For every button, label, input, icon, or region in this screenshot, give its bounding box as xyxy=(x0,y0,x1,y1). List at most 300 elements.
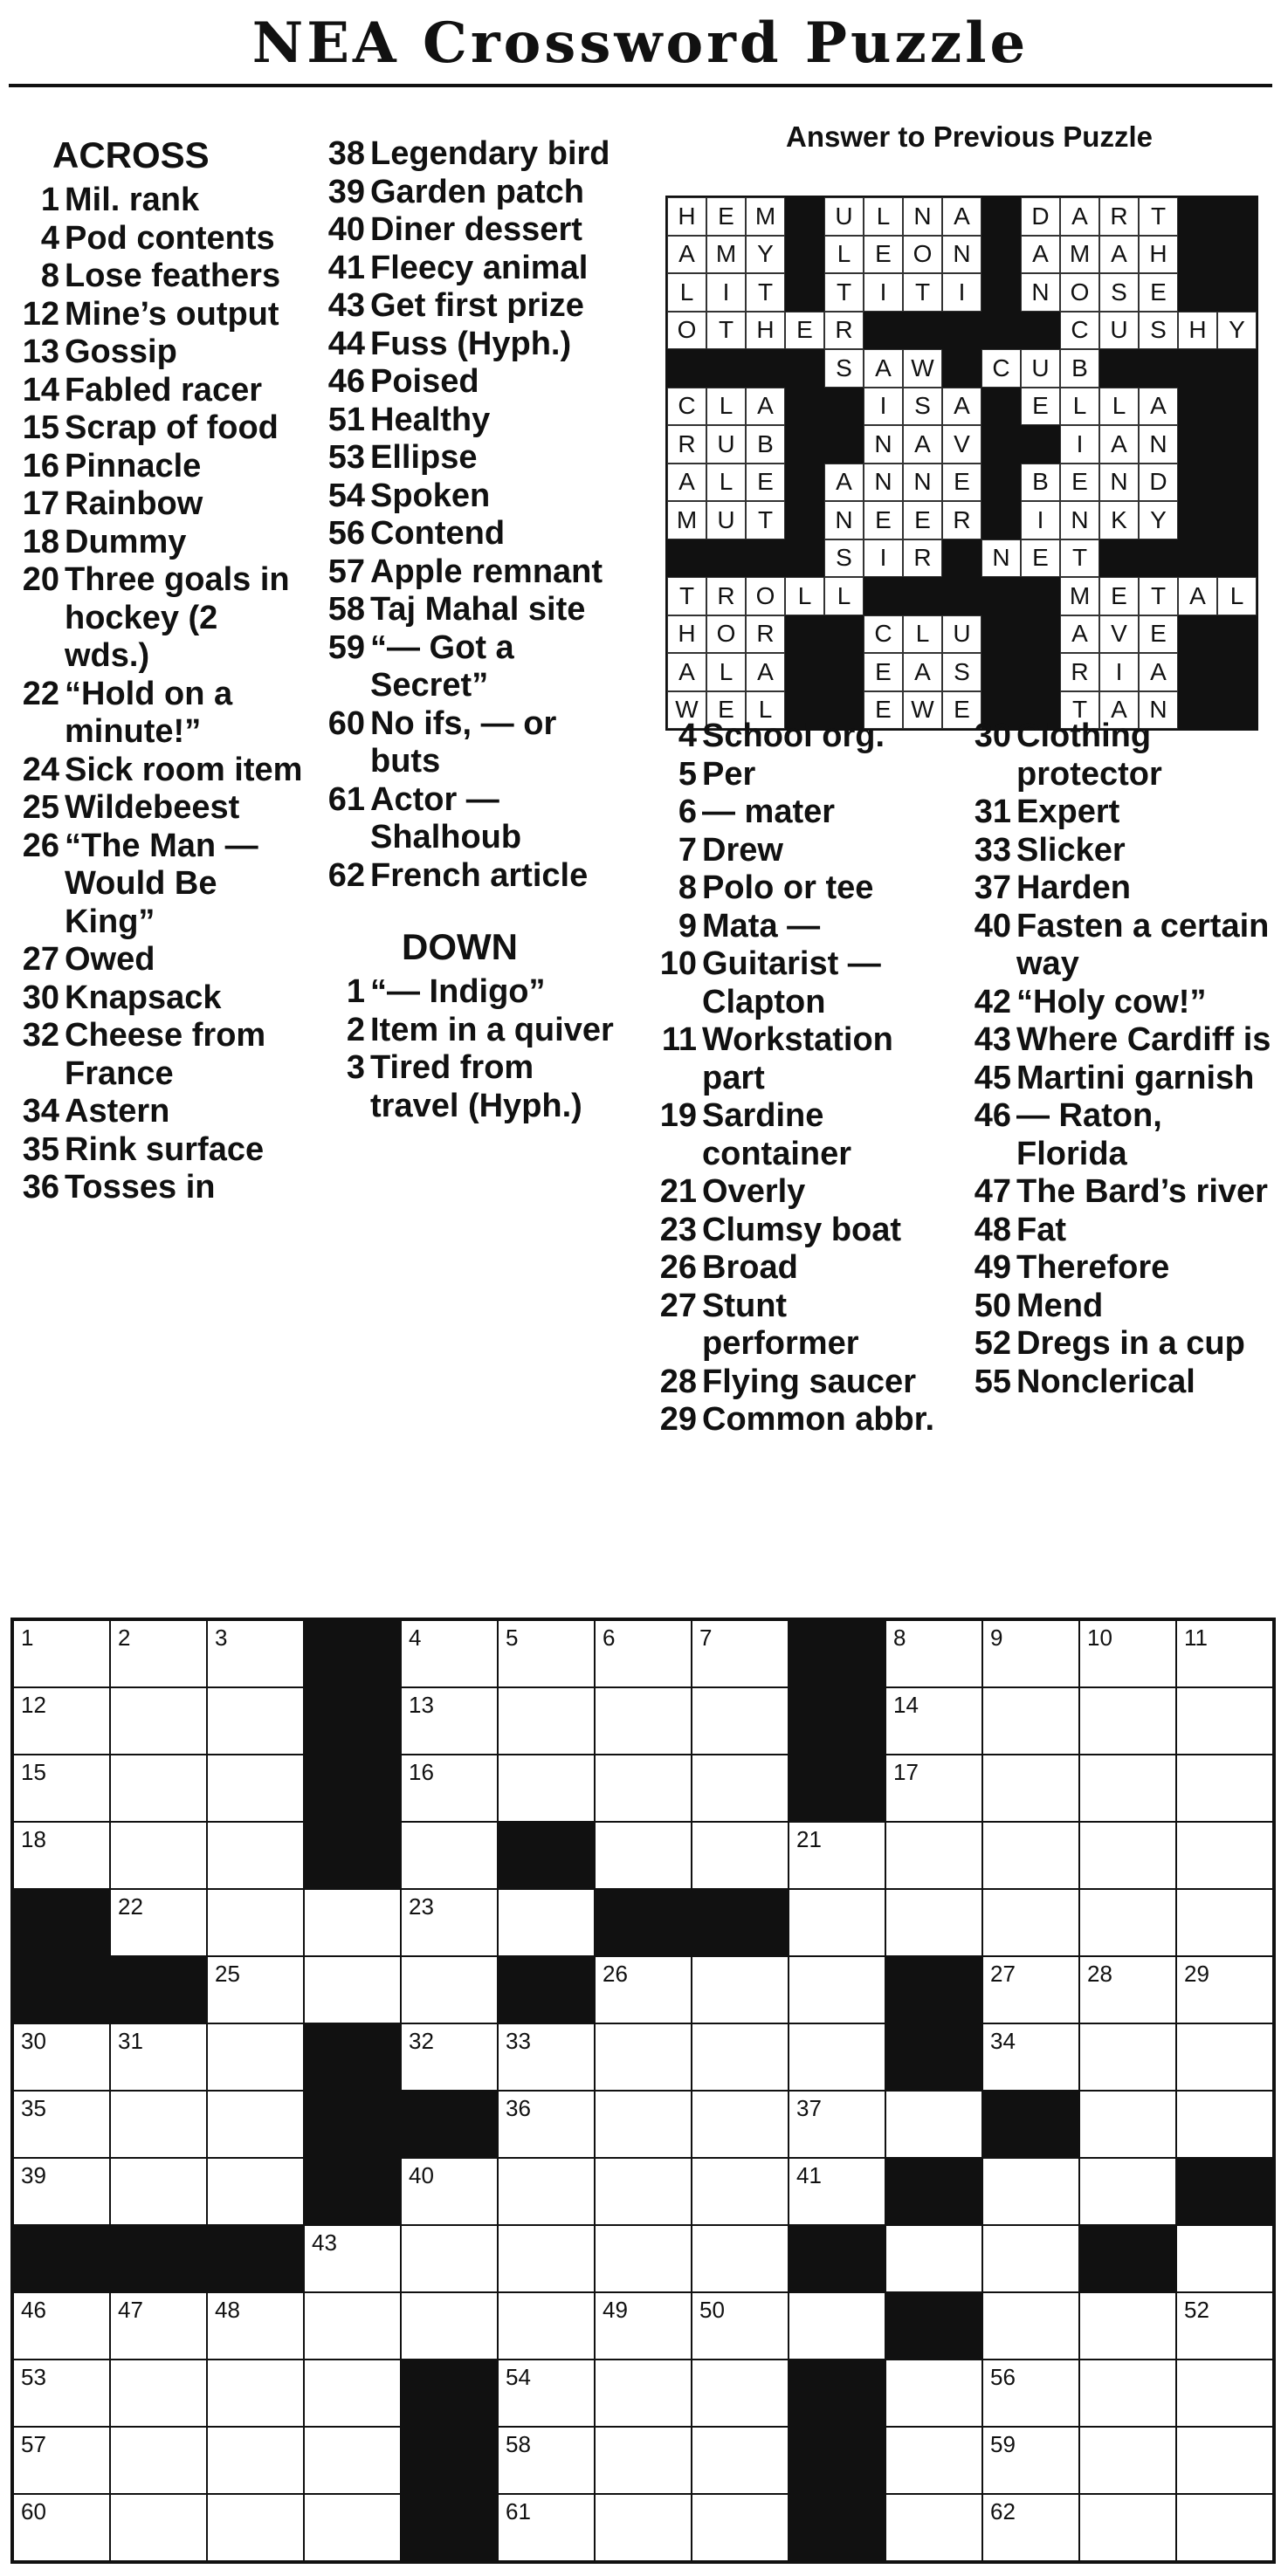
grid-cell[interactable] xyxy=(401,2158,498,2225)
grid-cell[interactable] xyxy=(110,2023,207,2091)
previous-answer-grid xyxy=(665,196,1258,731)
clue-number: 5 xyxy=(678,755,697,793)
cell-number: 40 xyxy=(409,2162,434,2188)
clue-text: Actor — Shalhoub xyxy=(370,780,522,855)
grid-cell[interactable] xyxy=(692,1956,789,2023)
grid-cell[interactable] xyxy=(1079,1822,1176,1889)
grid-cell[interactable] xyxy=(207,2494,304,2561)
answer-letter: L xyxy=(1099,388,1139,426)
answer-black-square xyxy=(785,388,824,426)
clue-item xyxy=(646,1364,952,1402)
grid-cell[interactable] xyxy=(13,2158,110,2225)
title-divider xyxy=(9,84,1272,87)
grid-cell[interactable] xyxy=(982,1956,1079,2023)
clue-number: 32 xyxy=(22,1017,59,1054)
grid-cell[interactable] xyxy=(982,1755,1079,1822)
clue-number: 60 xyxy=(327,704,365,742)
clue-text: Taj Mahal site xyxy=(370,591,586,628)
grid-cell[interactable] xyxy=(982,1620,1079,1687)
grid-cell[interactable] xyxy=(885,1687,982,1755)
grid-cell[interactable] xyxy=(692,1620,789,1687)
clue-item xyxy=(961,869,1275,908)
answer-letter: A xyxy=(864,349,903,388)
grid-cell[interactable] xyxy=(982,2023,1079,2091)
clue-item xyxy=(9,1169,306,1207)
grid-cell[interactable] xyxy=(498,2158,595,2225)
grid-cell[interactable] xyxy=(1176,2360,1273,2427)
answer-letter: M xyxy=(1060,577,1099,615)
answer-letter: A xyxy=(1060,197,1099,236)
grid-cell[interactable] xyxy=(789,1822,885,1889)
answer-letter: T xyxy=(824,273,864,312)
clue-item xyxy=(646,1249,952,1288)
grid-cell[interactable] xyxy=(692,1822,789,1889)
grid-cell[interactable] xyxy=(885,2091,982,2158)
answer-letter: A xyxy=(667,236,706,274)
grid-cell[interactable] xyxy=(207,2158,304,2225)
answer-letter: A xyxy=(1099,236,1139,274)
answer-letter: L xyxy=(864,197,903,236)
grid-cell[interactable] xyxy=(13,1620,110,1687)
answer-letter: H xyxy=(1139,236,1178,274)
answer-letter: E xyxy=(942,464,981,502)
clue-number: 27 xyxy=(659,1287,697,1324)
black-square xyxy=(304,2023,401,2091)
grid-cell[interactable] xyxy=(110,1822,207,1889)
grid-cell[interactable] xyxy=(1176,2292,1273,2360)
grid-cell[interactable] xyxy=(304,2292,401,2360)
grid-cell[interactable] xyxy=(885,2494,982,2561)
answer-black-square xyxy=(1099,349,1139,388)
black-square xyxy=(789,1755,885,1822)
clue-number: 7 xyxy=(678,831,697,869)
grid-cell[interactable] xyxy=(207,2360,304,2427)
previous-answer-heading: Answer to Previous Puzzle xyxy=(786,120,1153,153)
grid-cell[interactable] xyxy=(13,2091,110,2158)
grid-cell[interactable] xyxy=(13,1822,110,1889)
grid-cell[interactable] xyxy=(498,2023,595,2091)
grid-cell[interactable] xyxy=(401,2292,498,2360)
answer-letter: Y xyxy=(746,236,785,274)
grid-cell[interactable] xyxy=(1176,2023,1273,2091)
grid-cell[interactable] xyxy=(982,1889,1079,1956)
grid-cell[interactable] xyxy=(401,2225,498,2292)
grid-cell[interactable] xyxy=(110,1755,207,1822)
grid-cell[interactable] xyxy=(1176,2091,1273,2158)
grid-cell[interactable] xyxy=(1079,2494,1176,2561)
grid-cell[interactable] xyxy=(595,1687,692,1755)
answer-letter: R xyxy=(1060,653,1099,691)
answer-letter: A xyxy=(824,464,864,502)
answer-letter: U xyxy=(1099,312,1139,350)
grid-cell[interactable] xyxy=(595,2494,692,2561)
grid-cell[interactable] xyxy=(498,2360,595,2427)
grid-cell[interactable] xyxy=(885,1620,982,1687)
clue-item xyxy=(9,1093,306,1131)
clue-item xyxy=(646,869,952,908)
grid-cell[interactable] xyxy=(207,1822,304,1889)
grid-cell[interactable] xyxy=(1079,2158,1176,2225)
grid-cell[interactable] xyxy=(110,1889,207,1956)
clue-item xyxy=(314,553,629,592)
answer-black-square xyxy=(785,653,824,691)
grid-cell[interactable] xyxy=(595,2225,692,2292)
answer-black-square xyxy=(706,349,746,388)
black-square xyxy=(885,1956,982,2023)
cell-number: 60 xyxy=(21,2498,46,2524)
grid-cell[interactable] xyxy=(401,1956,498,2023)
clue-text: “Holy cow!” xyxy=(1016,983,1207,1020)
grid-cell[interactable] xyxy=(13,2427,110,2494)
answer-letter: W xyxy=(903,349,942,388)
clue-text: Cheese from France xyxy=(65,1017,266,1092)
grid-cell[interactable] xyxy=(110,2091,207,2158)
answer-black-square xyxy=(1178,425,1217,464)
grid-cell[interactable] xyxy=(498,1755,595,1822)
clue-number: 30 xyxy=(974,718,1011,754)
grid-cell[interactable] xyxy=(982,2494,1079,2561)
grid-cell[interactable] xyxy=(1176,1687,1273,1755)
answer-letter: E xyxy=(903,501,942,539)
grid-cell[interactable] xyxy=(401,1687,498,1755)
grid-cell[interactable] xyxy=(207,2091,304,2158)
cell-number: 25 xyxy=(215,1961,240,1987)
answer-letter: B xyxy=(746,425,785,464)
grid-cell[interactable] xyxy=(207,1755,304,1822)
clue-item xyxy=(646,718,952,756)
clue-item xyxy=(9,333,306,372)
grid-cell[interactable] xyxy=(692,2427,789,2494)
answer-black-square xyxy=(981,425,1021,464)
grid-cell[interactable] xyxy=(1176,1755,1273,1822)
grid-cell[interactable] xyxy=(789,2292,885,2360)
clue-text: Therefore xyxy=(1016,1249,1170,1286)
answer-letter: I xyxy=(706,273,746,312)
clue-item xyxy=(314,439,629,477)
black-square xyxy=(789,2225,885,2292)
clue-number: 26 xyxy=(659,1249,697,1286)
grid-cell[interactable] xyxy=(498,2091,595,2158)
answer-letter: H xyxy=(667,615,706,654)
grid-cell[interactable] xyxy=(498,2494,595,2561)
grid-cell[interactable] xyxy=(304,1889,401,1956)
grid-cell[interactable] xyxy=(401,1755,498,1822)
clue-text: Dummy xyxy=(65,523,187,560)
cell-number: 43 xyxy=(312,2229,337,2256)
clue-text: Lose feathers xyxy=(65,258,281,294)
grid-cell[interactable] xyxy=(401,1822,498,1889)
answer-black-square xyxy=(824,653,864,691)
grid-cell[interactable] xyxy=(1176,2427,1273,2494)
answer-letter: N xyxy=(1060,501,1099,539)
grid-cell[interactable] xyxy=(1176,2494,1273,2561)
clue-text: Item in a quiver xyxy=(370,1011,614,1048)
grid-cell[interactable] xyxy=(982,2292,1079,2360)
grid-cell[interactable] xyxy=(13,2292,110,2360)
answer-letter: S xyxy=(824,349,864,388)
grid-cell[interactable] xyxy=(789,2158,885,2225)
grid-cell[interactable] xyxy=(1176,2225,1273,2292)
grid-cell[interactable] xyxy=(1079,2427,1176,2494)
answer-black-square xyxy=(981,388,1021,426)
grid-cell[interactable] xyxy=(304,2360,401,2427)
grid-cell[interactable] xyxy=(207,2427,304,2494)
grid-cell[interactable] xyxy=(207,1889,304,1956)
answer-letter: I xyxy=(864,388,903,426)
grid-cell[interactable] xyxy=(982,1687,1079,1755)
cell-number: 10 xyxy=(1087,1625,1112,1651)
black-square xyxy=(110,2225,207,2292)
grid-cell[interactable] xyxy=(110,2494,207,2561)
grid-cell[interactable] xyxy=(885,1755,982,1822)
black-square xyxy=(13,1889,110,1956)
black-square xyxy=(498,1822,595,1889)
clue-item xyxy=(646,1288,952,1364)
grid-cell[interactable] xyxy=(1079,1620,1176,1687)
clue-number: 8 xyxy=(40,258,59,294)
answer-letter: R xyxy=(942,501,981,539)
answer-letter: O xyxy=(1060,273,1099,312)
answer-black-square xyxy=(785,197,824,236)
black-square xyxy=(13,1956,110,2023)
answer-letter: N xyxy=(864,425,903,464)
grid-cell[interactable] xyxy=(207,1956,304,2023)
grid-cell[interactable] xyxy=(885,2225,982,2292)
grid-cell[interactable] xyxy=(885,2427,982,2494)
grid-cell[interactable] xyxy=(692,2158,789,2225)
clue-number: 35 xyxy=(22,1130,59,1168)
grid-cell[interactable] xyxy=(498,1889,595,1956)
grid-cell[interactable] xyxy=(110,2360,207,2427)
clue-number: 61 xyxy=(327,780,365,818)
grid-cell[interactable] xyxy=(110,1687,207,1755)
grid-cell[interactable] xyxy=(13,2360,110,2427)
grid-cell[interactable] xyxy=(692,2091,789,2158)
grid-cell[interactable] xyxy=(498,2427,595,2494)
answer-black-square xyxy=(903,312,942,350)
grid-cell[interactable] xyxy=(207,1620,304,1687)
clue-number: 19 xyxy=(659,1097,697,1134)
grid-cell[interactable] xyxy=(692,2023,789,2091)
grid-cell[interactable] xyxy=(885,2360,982,2427)
grid-cell[interactable] xyxy=(13,1687,110,1755)
clue-text: Rink surface xyxy=(65,1130,265,1168)
answer-letter: V xyxy=(942,425,981,464)
clue-number: 10 xyxy=(659,945,697,982)
answer-letter: R xyxy=(706,577,746,615)
clue-number: 15 xyxy=(22,409,59,446)
black-square xyxy=(982,2091,1079,2158)
black-square xyxy=(304,1687,401,1755)
answer-letter: L xyxy=(824,577,864,615)
grid-cell[interactable] xyxy=(1079,2360,1176,2427)
answer-black-square xyxy=(1099,539,1139,578)
clue-text: Ellipse xyxy=(370,439,478,476)
grid-cell[interactable] xyxy=(692,1755,789,1822)
answer-letter: A xyxy=(903,653,942,691)
answer-letter: D xyxy=(1139,464,1178,502)
grid-cell[interactable] xyxy=(595,2091,692,2158)
clue-number: 31 xyxy=(974,793,1011,830)
answer-letter: T xyxy=(903,273,942,312)
grid-cell[interactable] xyxy=(885,1889,982,1956)
cell-number: 49 xyxy=(603,2297,628,2323)
grid-cell[interactable] xyxy=(1176,1956,1273,2023)
answer-black-square xyxy=(1217,653,1257,691)
clue-text: Three goals in hockey (2 wds.) xyxy=(65,561,290,674)
grid-cell[interactable] xyxy=(1079,1687,1176,1755)
clue-text: Legendary bird xyxy=(370,135,610,172)
clue-number: 43 xyxy=(974,1021,1011,1058)
cell-number: 26 xyxy=(603,1961,628,1987)
grid-cell[interactable] xyxy=(595,1755,692,1822)
clue-number: 33 xyxy=(974,831,1011,869)
across-clues-column-2 xyxy=(314,135,629,1125)
grid-cell[interactable] xyxy=(207,2292,304,2360)
grid-cell[interactable] xyxy=(692,2292,789,2360)
clue-item xyxy=(314,250,629,288)
clue-text: Astern xyxy=(65,1093,170,1130)
clue-number: 2 xyxy=(346,1011,365,1048)
grid-cell[interactable] xyxy=(982,2427,1079,2494)
black-square xyxy=(789,2494,885,2561)
grid-cell[interactable] xyxy=(498,2225,595,2292)
grid-cell[interactable] xyxy=(401,1620,498,1687)
clue-item xyxy=(961,1021,1275,1060)
clue-item xyxy=(9,448,306,486)
answer-black-square xyxy=(1178,539,1217,578)
answer-letter: A xyxy=(1021,236,1060,274)
grid-cell[interactable] xyxy=(110,1620,207,1687)
grid-cell[interactable] xyxy=(498,1620,595,1687)
grid-cell[interactable] xyxy=(1176,1889,1273,1956)
answer-letter: A xyxy=(1060,615,1099,654)
grid-cell[interactable] xyxy=(595,1956,692,2023)
black-square xyxy=(789,2427,885,2494)
grid-cell[interactable] xyxy=(1079,2091,1176,2158)
clue-text: Mend xyxy=(1016,1287,1104,1324)
clue-number: 46 xyxy=(974,1097,1011,1134)
answer-letter: N xyxy=(903,197,942,236)
grid-cell[interactable] xyxy=(1079,1956,1176,2023)
grid-cell[interactable] xyxy=(13,1755,110,1822)
grid-cell[interactable] xyxy=(595,1620,692,1687)
clue-text: Poised xyxy=(370,363,479,400)
grid-cell[interactable] xyxy=(401,1889,498,1956)
grid-cell[interactable] xyxy=(1079,1889,1176,1956)
grid-cell[interactable] xyxy=(207,2023,304,2091)
cell-number: 41 xyxy=(796,2162,822,2188)
grid-cell[interactable] xyxy=(207,1687,304,1755)
grid-cell[interactable] xyxy=(789,1889,885,1956)
clue-text: Per xyxy=(702,755,756,793)
answer-black-square xyxy=(864,312,903,350)
grid-cell[interactable] xyxy=(498,1687,595,1755)
grid-cell[interactable] xyxy=(982,1822,1079,1889)
answer-letter: D xyxy=(1021,197,1060,236)
clue-text: Clothing protector xyxy=(1016,718,1162,793)
cell-number: 57 xyxy=(21,2431,46,2457)
grid-cell[interactable] xyxy=(692,1687,789,1755)
answer-letter: A xyxy=(903,425,942,464)
answer-black-square xyxy=(785,349,824,388)
grid-cell[interactable] xyxy=(13,2494,110,2561)
clue-item xyxy=(646,832,952,870)
answer-letter: H xyxy=(746,312,785,350)
cell-number: 53 xyxy=(21,2364,46,2390)
grid-cell[interactable] xyxy=(110,2427,207,2494)
grid-cell[interactable] xyxy=(304,2494,401,2561)
grid-cell[interactable] xyxy=(401,2023,498,2091)
grid-cell[interactable] xyxy=(595,2158,692,2225)
clue-text: Pod contents xyxy=(65,219,275,257)
grid-cell[interactable] xyxy=(110,2158,207,2225)
grid-cell[interactable] xyxy=(1176,1822,1273,1889)
clue-number: 47 xyxy=(974,1173,1011,1210)
grid-cell[interactable] xyxy=(789,1956,885,2023)
clue-number: 23 xyxy=(659,1211,697,1248)
grid-cell[interactable] xyxy=(595,2023,692,2091)
down-clues-column-3 xyxy=(646,718,952,1439)
cell-number: 7 xyxy=(699,1625,713,1651)
grid-cell[interactable] xyxy=(1079,1755,1176,1822)
clue-text: Slicker xyxy=(1016,831,1126,869)
clue-item xyxy=(961,1325,1275,1364)
answer-letter: E xyxy=(864,501,903,539)
clue-item xyxy=(961,1173,1275,1212)
grid-cell[interactable] xyxy=(304,2225,401,2292)
clue-number: 28 xyxy=(659,1363,697,1400)
grid-cell[interactable] xyxy=(982,2158,1079,2225)
answer-letter: T xyxy=(1139,197,1178,236)
grid-cell[interactable] xyxy=(304,2427,401,2494)
answer-letter: M xyxy=(667,501,706,539)
grid-cell[interactable] xyxy=(1079,2292,1176,2360)
answer-black-square xyxy=(1021,577,1060,615)
grid-cell[interactable] xyxy=(982,2360,1079,2427)
answer-black-square xyxy=(1178,349,1217,388)
clue-text: Martini garnish xyxy=(1016,1059,1255,1096)
grid-cell[interactable] xyxy=(13,2023,110,2091)
grid-cell[interactable] xyxy=(1176,1620,1273,1687)
grid-cell[interactable] xyxy=(885,1822,982,1889)
clue-item xyxy=(961,1364,1275,1402)
grid-cell[interactable] xyxy=(789,2023,885,2091)
grid-cell[interactable] xyxy=(692,2494,789,2561)
grid-cell[interactable] xyxy=(789,2091,885,2158)
clue-item xyxy=(9,220,306,258)
answer-letter: H xyxy=(667,197,706,236)
grid-cell[interactable] xyxy=(595,2360,692,2427)
clue-text: Fabled racer xyxy=(65,371,262,409)
grid-cell[interactable] xyxy=(110,2292,207,2360)
grid-cell[interactable] xyxy=(304,1956,401,2023)
clue-number: 50 xyxy=(974,1287,1011,1324)
grid-cell[interactable] xyxy=(692,2225,789,2292)
answer-letter: L xyxy=(1217,577,1257,615)
grid-cell[interactable] xyxy=(982,2225,1079,2292)
clue-number: 44 xyxy=(327,325,365,362)
grid-cell[interactable] xyxy=(595,1822,692,1889)
clue-number: 11 xyxy=(661,1021,697,1058)
grid-cell[interactable] xyxy=(692,2360,789,2427)
black-square xyxy=(207,2225,304,2292)
grid-cell[interactable] xyxy=(498,2292,595,2360)
answer-letter: U xyxy=(1021,349,1060,388)
grid-cell[interactable] xyxy=(595,2292,692,2360)
grid-cell[interactable] xyxy=(1079,2023,1176,2091)
grid-cell[interactable] xyxy=(595,2427,692,2494)
